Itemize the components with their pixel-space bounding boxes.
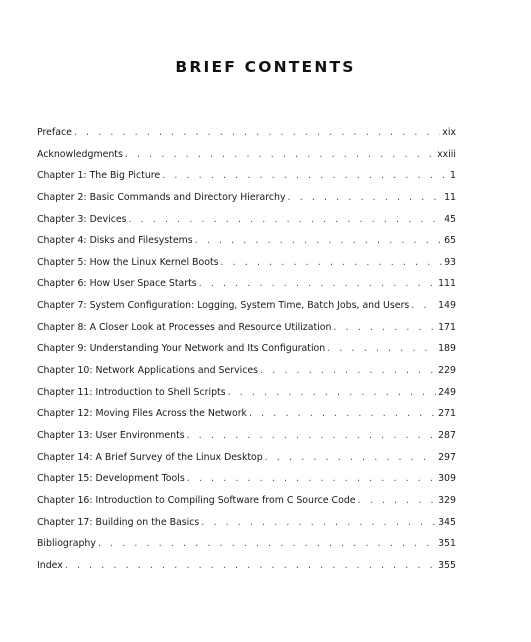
dot-leader (98, 533, 436, 555)
toc-entry-label: Chapter 15: Development Tools (37, 473, 185, 485)
dot-leader (333, 317, 436, 339)
dot-leader (228, 382, 436, 404)
toc-entry-label: Chapter 7: System Configuration: Logging, System Time, Batch Jobs, and Users (37, 300, 410, 312)
dot-leader (221, 252, 443, 274)
toc-entry (37, 555, 456, 577)
toc-entry (37, 533, 456, 555)
toc-entry-label: Chapter 12: Moving Files Across the Network (37, 408, 247, 420)
toc-entry-label: Chapter 9: Understanding Your Network and Its Configuration (37, 343, 326, 355)
toc-entry-page: 287 (438, 429, 456, 441)
toc-entry-label: Chapter 5: How the Linux Kernel Boots (37, 256, 219, 268)
dot-leader (65, 555, 436, 577)
toc-entry-label: Acknowledgments (37, 148, 123, 160)
toc-entry (37, 165, 456, 187)
toc-entry-label: Chapter 2: Basic Commands and Directory Hierarchy (37, 191, 286, 203)
toc-entry-label: Index (37, 559, 63, 571)
toc-entry-page: 45 (444, 213, 456, 225)
dot-leader (249, 403, 436, 425)
toc-entry-label: Chapter 17: Building on the Basics (37, 516, 200, 528)
toc-entry-page: 345 (438, 516, 456, 528)
toc-entry-label: Chapter 10: Network Applications and Services (37, 365, 259, 377)
toc-entry (37, 122, 456, 144)
toc-entry-label: Chapter 14: A Brief Survey of the Linux Desktop (37, 451, 263, 463)
toc-entry-label: Chapter 11: Introduction to Shell Scripts (37, 386, 226, 398)
toc-entry (37, 360, 456, 382)
page-title: BRIEF CONTENTS (175, 58, 356, 76)
dot-leader (187, 468, 436, 490)
toc-entry-page: 297 (438, 451, 456, 463)
dot-leader (195, 230, 442, 252)
toc-entry (37, 295, 456, 317)
table-of-contents (37, 122, 456, 576)
dot-leader (201, 512, 436, 534)
toc-entry (37, 187, 456, 209)
toc-entry (37, 338, 456, 360)
dot-leader (199, 273, 436, 295)
toc-entry (37, 317, 456, 339)
toc-entry-page: 189 (438, 343, 456, 355)
dot-leader (265, 447, 436, 469)
toc-entry (37, 144, 456, 166)
toc-entry-page: 1 (450, 170, 456, 182)
toc-entry-page: 309 (438, 473, 456, 485)
toc-entry (37, 252, 456, 274)
toc-entry-page: 249 (438, 386, 456, 398)
dot-leader (129, 209, 443, 231)
toc-entry-label: Preface (37, 127, 72, 138)
toc-entry-label: Chapter 13: User Environments (37, 429, 185, 441)
toc-entry (37, 425, 456, 447)
dot-leader (125, 144, 435, 166)
toc-entry-page: 355 (438, 559, 456, 571)
toc-entry-page: 65 (444, 235, 456, 247)
toc-entry-page: 329 (438, 494, 456, 506)
dot-leader (327, 338, 436, 360)
toc-entry-label: Chapter 3: Devices (37, 213, 127, 225)
toc-entry-label: Chapter 1: The Big Picture (37, 170, 161, 182)
toc-entry-page: 229 (438, 365, 456, 377)
toc-entry-label: Chapter 4: Disks and Filesystems (37, 235, 193, 247)
toc-entry (37, 273, 456, 295)
toc-entry-page: 271 (438, 408, 456, 420)
toc-entry-page: 11 (444, 191, 456, 203)
toc-entry-label: Chapter 6: How User Space Starts (37, 278, 197, 290)
toc-entry (37, 512, 456, 534)
toc-entry-page: xxiii (437, 148, 456, 160)
toc-entry-label: Chapter 16: Introduction to Compiling Software from C Source Code (37, 494, 356, 506)
toc-entry (37, 468, 456, 490)
toc-entry (37, 230, 456, 252)
toc-entry-label: Chapter 8: A Closer Look at Processes and Resource Utilization (37, 321, 332, 333)
dot-leader (358, 490, 437, 512)
toc-entry-page: 111 (438, 278, 456, 290)
dot-leader (74, 122, 440, 144)
dot-leader (162, 165, 448, 187)
toc-entry-label: Bibliography (37, 538, 96, 550)
dot-leader (187, 425, 436, 447)
dot-leader (411, 295, 436, 317)
toc-entry (37, 209, 456, 231)
toc-entry-page: 171 (438, 321, 456, 333)
dot-leader (260, 360, 436, 382)
toc-entry-page: 149 (438, 300, 456, 312)
toc-entry-page: 351 (438, 538, 456, 550)
toc-entry-page: xix (442, 127, 456, 138)
toc-entry (37, 403, 456, 425)
dot-leader (288, 187, 443, 209)
toc-entry-page: 93 (444, 256, 456, 268)
toc-entry (37, 490, 456, 512)
toc-entry (37, 382, 456, 404)
toc-entry (37, 447, 456, 469)
